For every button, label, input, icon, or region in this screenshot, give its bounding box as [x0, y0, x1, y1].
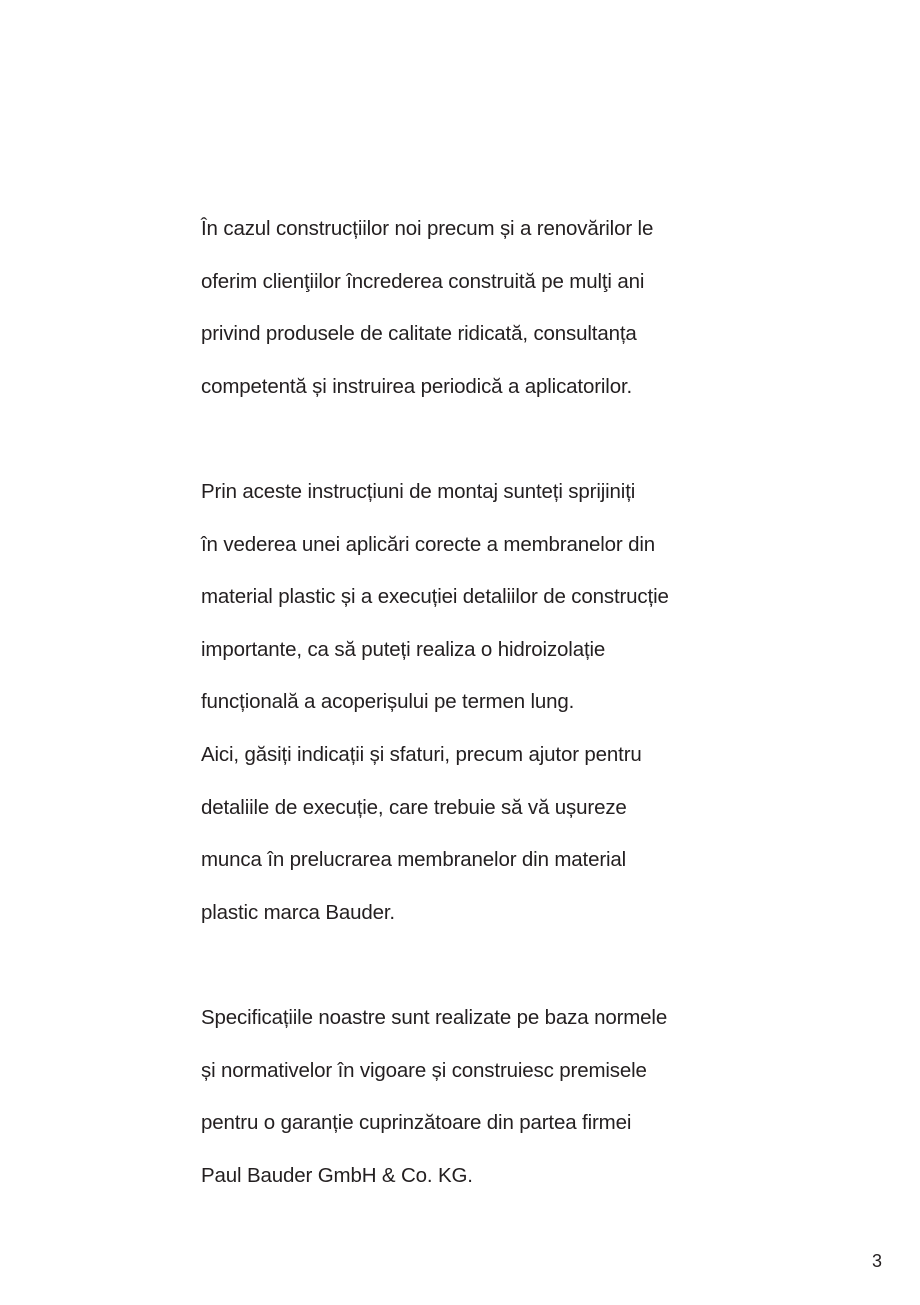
page-number: 3 [871, 1251, 882, 1271]
paragraph-specifications [201, 992, 781, 1202]
text-line: plastic marca Bauder. [201, 900, 395, 924]
text-line: oferim clienţiilor încrederea construită pe mulţi ani [201, 269, 645, 293]
text-line: detaliile de execuție, care trebuie să vă ușureze [201, 795, 627, 819]
paragraph-instructions [201, 466, 781, 939]
text-line: pentru o garanție cuprinzătoare din partea firmei [201, 1111, 632, 1135]
text-line: Aici, găsiți indicații și sfaturi, precum ajutor pentru [201, 742, 642, 766]
text-line: Specificațiile noastre sunt realizate pe baza normele [201, 1005, 668, 1029]
text-line: munca în prelucrarea membranelor din material [201, 848, 627, 872]
text-line: și normativelor în vigoare și construiesc premisele [201, 1058, 647, 1082]
text-line: Paul Bauder GmbH & Co. KG. [201, 1163, 473, 1187]
text-line: Prin aceste instrucțiuni de montaj sunteți sprijiniți [201, 479, 636, 503]
text-line: material plastic și a execuției detaliilor de construcție [201, 585, 669, 609]
document-body [201, 203, 781, 1202]
text-line: în vederea unei aplicări corecte a membranelor din [201, 532, 656, 556]
text-line: privind produsele de calitate ridicată, consultanța [201, 322, 637, 346]
paragraph-spacer [201, 413, 781, 466]
text-line: funcțională a acoperișului pe termen lung. [201, 690, 575, 714]
text-line: importante, ca să puteți realiza o hidroizolație [201, 637, 606, 661]
text-line: competentă și instruirea periodică a aplicatorilor. [201, 374, 633, 398]
paragraph-spacer [201, 939, 781, 992]
text-line: În cazul construcțiilor noi precum și a renovărilor le [201, 217, 654, 240]
paragraph-intro [201, 203, 781, 413]
